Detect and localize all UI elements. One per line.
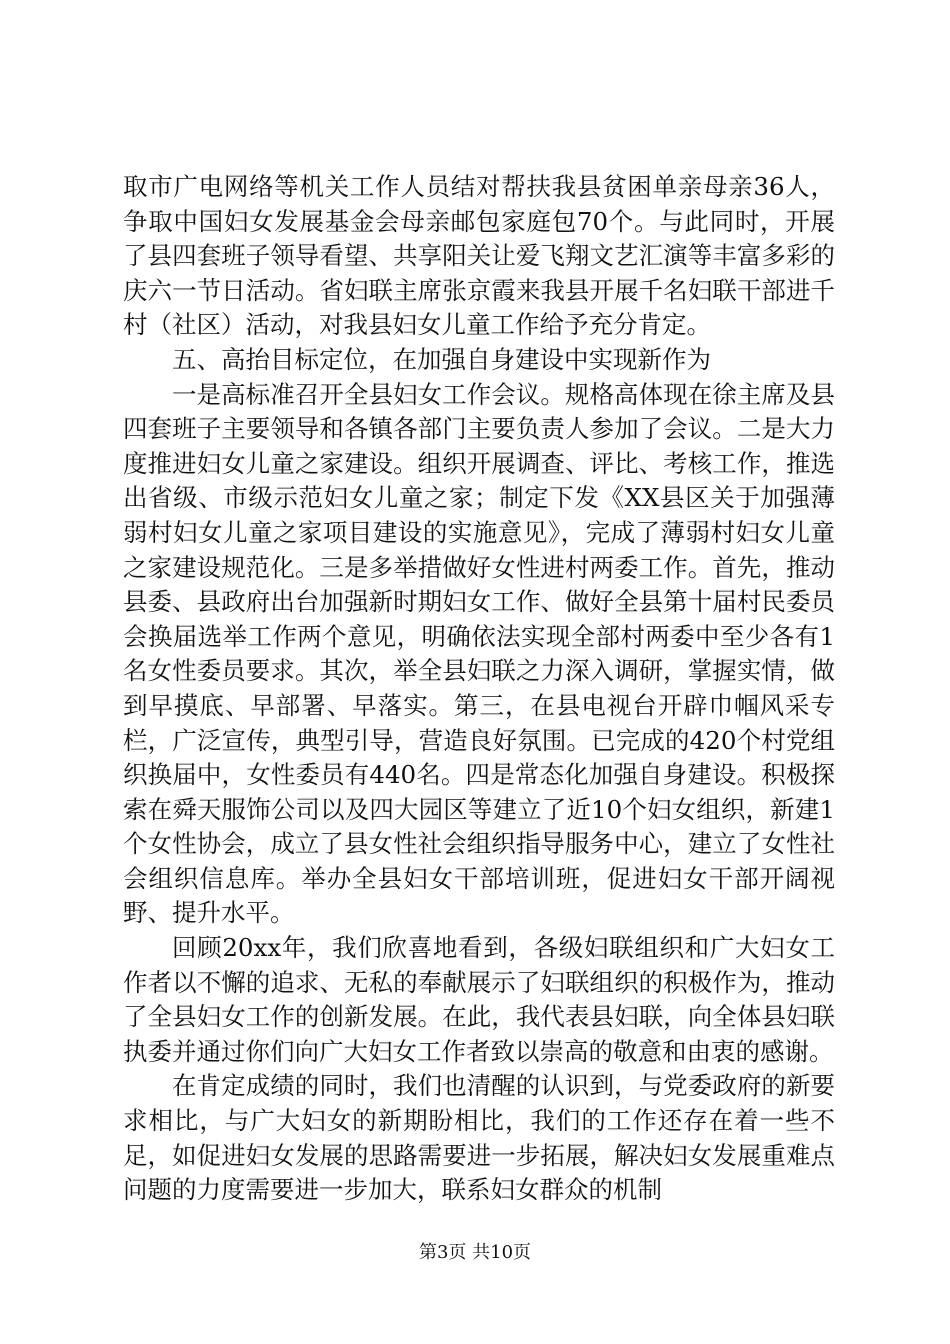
document-body: [123, 170, 835, 1208]
paragraph-review: 回顾20xx年，我们欣喜地看到，各级妇联组织和广大妇女工作者以不懈的追求、无私的奉献展示了妇联组织的积极作为，推动了全县妇女工作的创新发展。在此，我代表县妇联，向全体县妇联执委并通过你们向广大妇女工作者致以崇高的敬意和由衷的感谢。: [123, 933, 835, 1066]
page-number-footer: 第3页 共10页: [418, 1242, 532, 1263]
paragraph-continuation: 取市广电网络等机关工作人员结对帮扶我县贫困单亲母亲36人，争取中国妇女发展基金会母亲邮包家庭包70个。与此同时，开展了县四套班子领导看望、共享阳关让爱飞翔文艺汇演等丰富多彩的庆六一节日活动。省妇联主席张京霞来我县开展千名妇联干部进千村（社区）活动，对我县妇女儿童工作给予充分肯定。: [123, 172, 835, 340]
paragraph-shortcomings: 在肯定成绩的同时，我们也清醒的认识到，与党委政府的新要求相比，与广大妇女的新期盼相比，我们的工作还存在着一些不足，如促进妇女发展的思路需要进一步拓展，解决妇女发展重难点问题的力度需要进一步加大，联系妇女群众的机制: [123, 1071, 835, 1205]
section-heading: 五、高抬目标定位，在加强自身建设中实现新作为: [172, 344, 711, 374]
paragraph-self-building: 一是高标准召开全县妇女工作会议。规格高体现在徐主席及县四套班子主要领导和各镇各部门主要负责人参加了会议。二是大力度推进妇女儿童之家建设。组织开展调查、评比、考核工作，推选出省级、市级示范妇女儿童之家；制定下发《XX县区关于加强薄弱村妇女儿童之家项目建设的实施意见》，完成了薄弱村妇女儿童之家建设规范化。三是多举措做好女性进村两委工作。首先，推动县委、县政府出台加强新时期妇女工作、做好全县第十届村民委员会换届选举工作两个意见，明确依法实现全部村两委中至少各有1名女性委员要求。其次，举全县妇联之力深入调研，掌握实情，做到早摸底、早部署、早落实。第三，在县电视台开辟巾帼风采专栏，广泛宣传，典型引导，营造良好氛围。已完成的420个村党组织换届中，女性委员有440名。四是常态化加强自身建设。积极探索在舜天服饰公司以及四大园区等建立了近10个妇女组织，新建1个女性协会，成立了县女性社会组织指导服务中心，建立了女性社会组织信息库。举办全县妇女干部培训班，促进妇女干部开阔视野、提升水平。: [123, 379, 835, 928]
